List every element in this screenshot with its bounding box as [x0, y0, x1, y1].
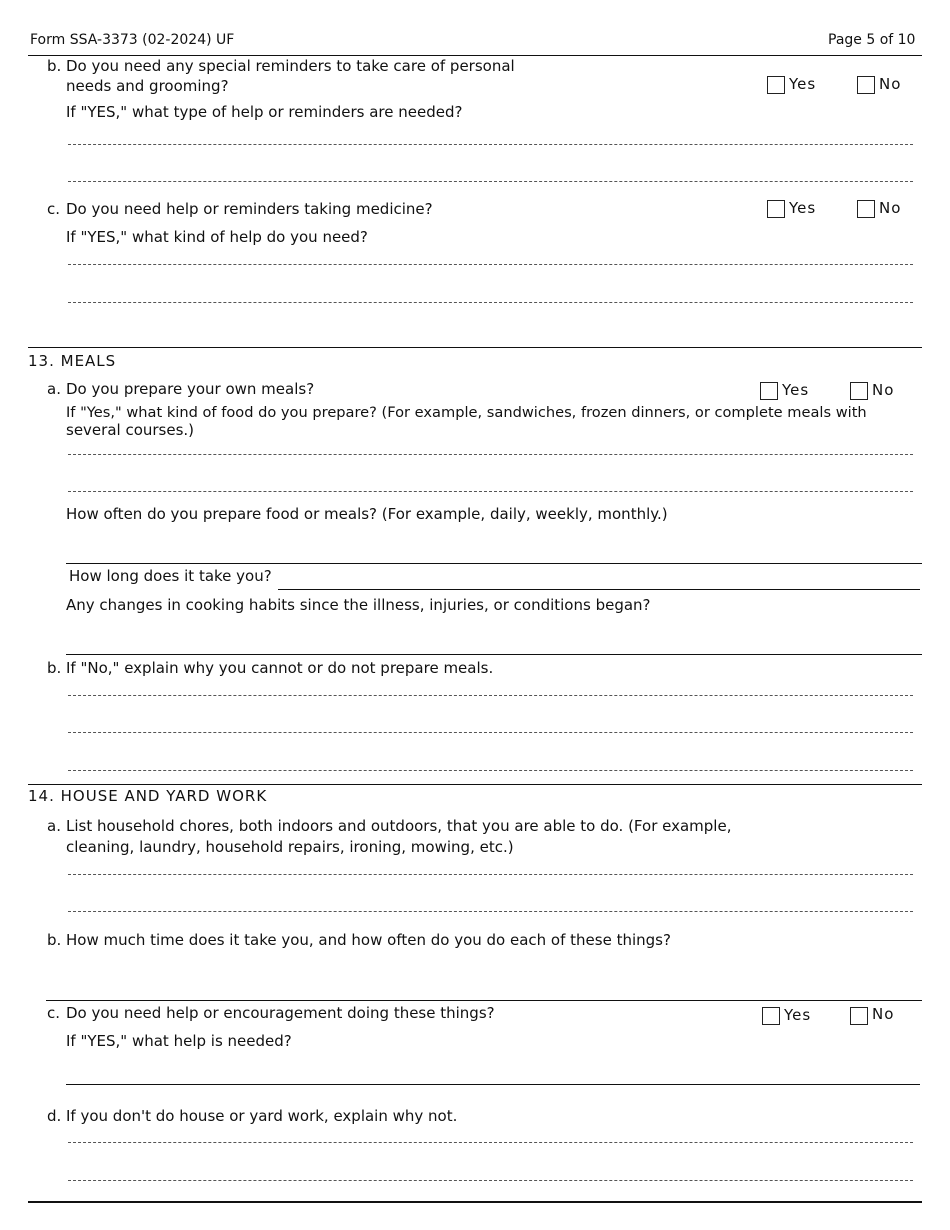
- answer-line: [278, 589, 920, 590]
- q13a-how-often-field[interactable]: [68, 544, 920, 562]
- page-number: Page 5 of 10: [828, 32, 916, 48]
- q14d-question: If you don't do house or yard work, explain why not.: [66, 1107, 458, 1125]
- q14c-question: Do you need help or encouragement doing these things?: [66, 1004, 495, 1022]
- section-14-title: 14. HOUSE AND YARD WORK: [28, 787, 268, 805]
- q12b-yes-label: Yes: [789, 75, 817, 93]
- q14d-prefix: d.: [47, 1107, 62, 1125]
- answer-line: [66, 563, 922, 564]
- q14c-prefix: c.: [47, 1004, 61, 1022]
- answer-line: [68, 770, 913, 771]
- q14b-question: How much time does it take you, and how often do you do each of these things?: [66, 931, 671, 949]
- q13b-prefix: b.: [47, 659, 62, 677]
- form-id: Form SSA-3373 (02-2024) UF: [30, 32, 235, 48]
- answer-line: [68, 1180, 913, 1181]
- answer-line: [66, 654, 922, 655]
- q14a-answer-line-2[interactable]: [68, 893, 913, 911]
- q13a-yes-checkbox[interactable]: [760, 382, 778, 400]
- q14a-answer-line-1[interactable]: [68, 856, 913, 874]
- q12b-no-label: No: [879, 75, 902, 93]
- q13a-question: Do you prepare your own meals?: [66, 380, 315, 398]
- section-13-title: 13. MEALS: [28, 352, 117, 370]
- q13a-followup-line2: several courses.): [66, 421, 195, 439]
- q14c-help-field[interactable]: [68, 1065, 918, 1083]
- q13a-followup-line1: If "Yes," what kind of food do you prepare? (For example, sandwiches, frozen dinners, or complete meals with: [66, 404, 867, 421]
- q13a-changes-field[interactable]: [68, 635, 920, 653]
- q13b-question: If "No," explain why you cannot or do not prepare meals.: [66, 659, 494, 677]
- answer-line: [68, 874, 913, 875]
- q14d-answer-line-1[interactable]: [68, 1124, 913, 1142]
- q14a-question-line2: cleaning, laundry, household repairs, ironing, mowing, etc.): [66, 838, 514, 856]
- answer-line: [68, 144, 913, 145]
- q13a-yes-label: Yes: [782, 381, 810, 399]
- page-bottom-rule: [28, 1201, 922, 1203]
- q14c-followup: If "YES," what help is needed?: [66, 1032, 292, 1050]
- q13a-food-answer-line-1[interactable]: [68, 436, 913, 454]
- q12b-answer-line-1[interactable]: [68, 126, 913, 144]
- answer-line: [66, 1084, 920, 1085]
- q13a-no-label: No: [872, 381, 895, 399]
- answer-line: [68, 732, 913, 733]
- q14d-answer-line-2[interactable]: [68, 1162, 913, 1180]
- q14c-no-checkbox[interactable]: [850, 1007, 868, 1025]
- q12c-answer-line-2[interactable]: [68, 284, 913, 302]
- q14c-yes-label: Yes: [784, 1006, 812, 1024]
- q14c-no-label: No: [872, 1005, 895, 1023]
- q12b-question-line1: Do you need any special reminders to take care of personal: [66, 57, 515, 75]
- answer-line: [68, 491, 913, 492]
- q14c-yes-checkbox[interactable]: [762, 1007, 780, 1025]
- q13a-no-checkbox[interactable]: [850, 382, 868, 400]
- q13a-how-long-label: How long does it take you?: [69, 567, 272, 585]
- q13a-how-often-label: How often do you prepare food or meals? (For example, daily, weekly, monthly.): [66, 505, 668, 523]
- answer-line: [68, 454, 913, 455]
- q12c-answer-line-1[interactable]: [68, 246, 913, 264]
- q12c-followup: If "YES," what kind of help do you need?: [66, 228, 368, 246]
- answer-line: [68, 181, 913, 182]
- q12b-yes-checkbox[interactable]: [767, 76, 785, 94]
- q12b-answer-line-2[interactable]: [68, 163, 913, 181]
- q13a-food-answer-line-2[interactable]: [68, 473, 913, 491]
- section-divider: [28, 784, 922, 785]
- q14b-prefix: b.: [47, 931, 62, 949]
- answer-line: [68, 302, 913, 303]
- q14a-question-line1: List household chores, both indoors and outdoors, that you are able to do. (For example,: [66, 817, 732, 835]
- q12c-no-label: No: [879, 199, 902, 217]
- answer-line: [68, 911, 913, 912]
- q14a-prefix: a.: [47, 817, 61, 835]
- header-divider: [28, 55, 922, 56]
- answer-line: [46, 1000, 922, 1001]
- q13a-how-long-field[interactable]: [280, 570, 920, 588]
- q13b-answer-line-2[interactable]: [68, 714, 913, 732]
- q13a-changes-label: Any changes in cooking habits since the illness, injuries, or conditions began?: [66, 596, 651, 614]
- q12b-prefix: b.: [47, 57, 62, 75]
- q12c-yes-label: Yes: [789, 199, 817, 217]
- q12c-prefix: c.: [47, 200, 61, 218]
- q12c-yes-checkbox[interactable]: [767, 200, 785, 218]
- answer-line: [68, 264, 913, 265]
- section-divider: [28, 347, 922, 348]
- answer-line: [68, 695, 913, 696]
- q13a-prefix: a.: [47, 380, 61, 398]
- q12b-followup: If "YES," what type of help or reminders are needed?: [66, 103, 463, 121]
- q12c-question: Do you need help or reminders taking medicine?: [66, 200, 433, 218]
- q12c-no-checkbox[interactable]: [857, 200, 875, 218]
- answer-line: [68, 1142, 913, 1143]
- q14b-answer-field[interactable]: [48, 981, 920, 999]
- q13b-answer-line-1[interactable]: [68, 677, 913, 695]
- q13b-answer-line-3[interactable]: [68, 752, 913, 770]
- q12b-question-line2: needs and grooming?: [66, 77, 229, 95]
- q12b-no-checkbox[interactable]: [857, 76, 875, 94]
